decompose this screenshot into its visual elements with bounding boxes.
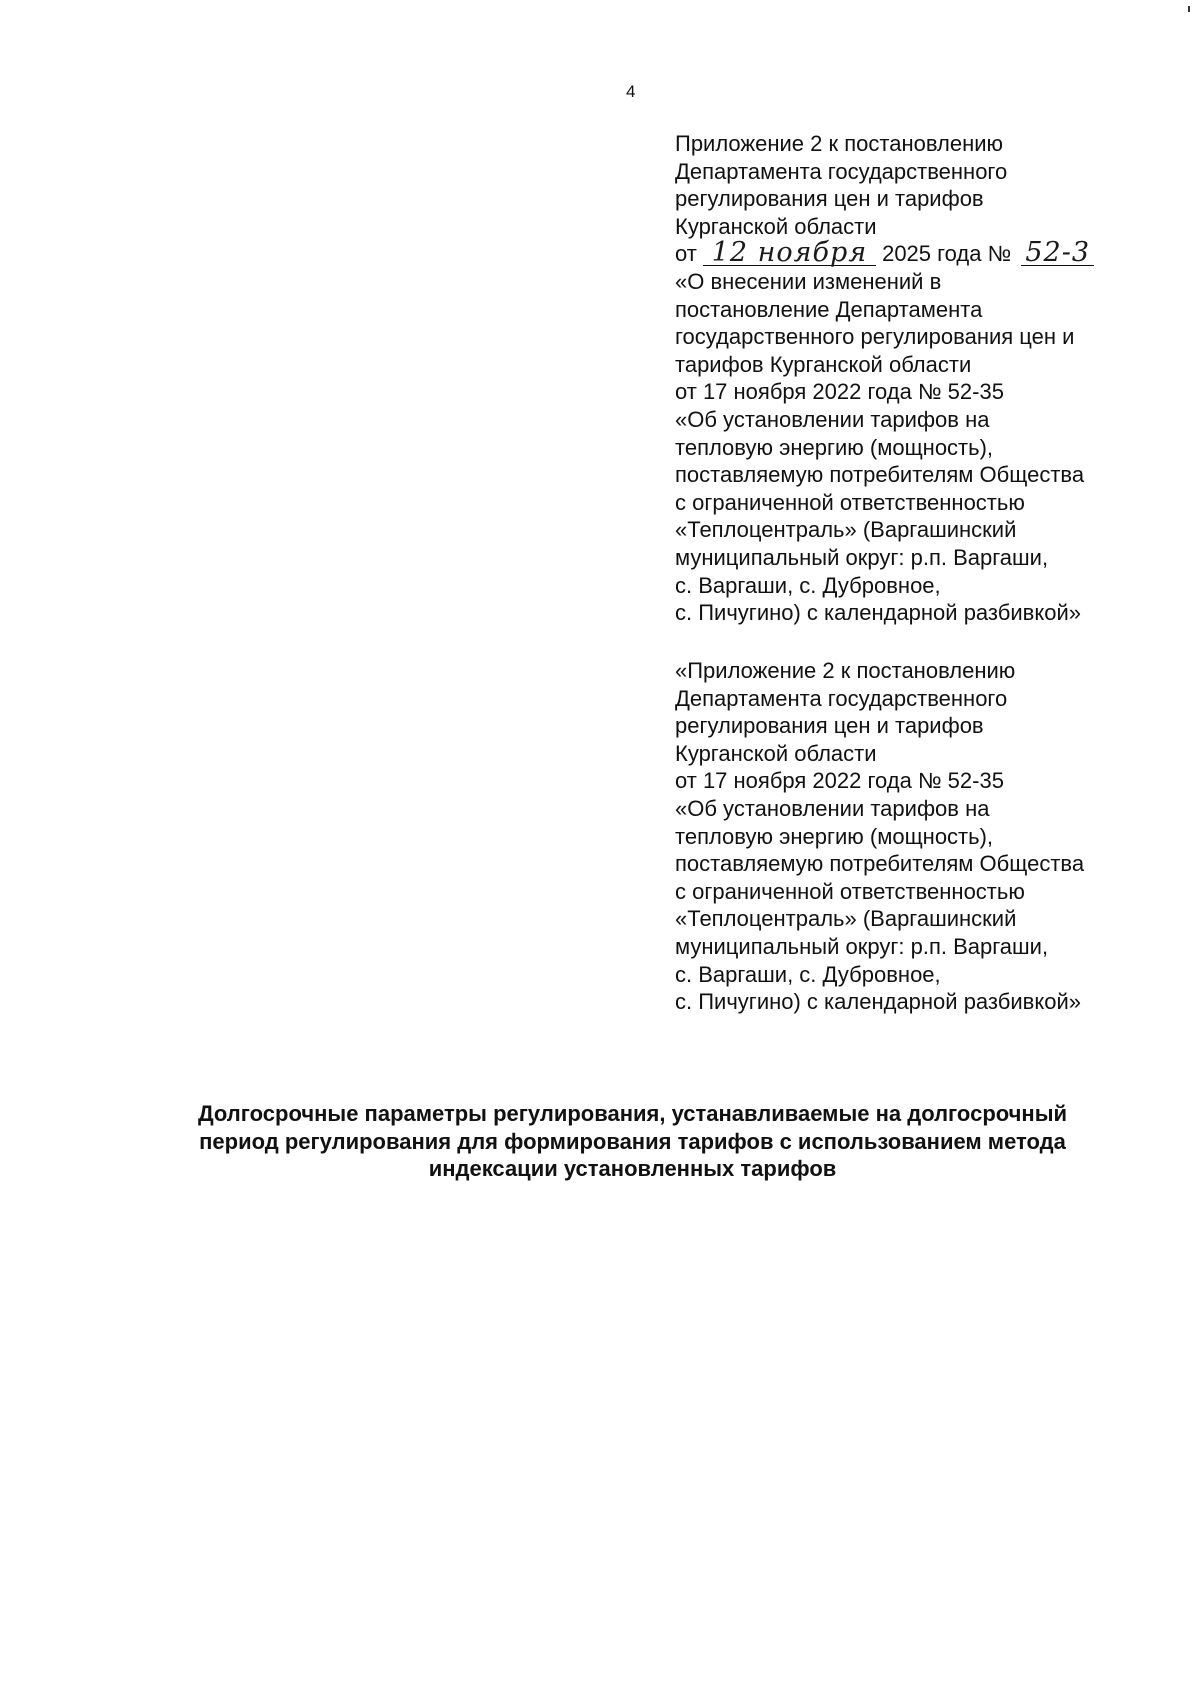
appendix-line: «Теплоцентраль» (Варгашинский — [675, 906, 1017, 932]
appendix-line: «Об установлении тарифов на — [675, 406, 990, 432]
appendix-header — [675, 130, 1175, 627]
page-number: 4 — [626, 82, 636, 101]
date-year-text: 2025 года № — [882, 241, 1012, 267]
appendix-line: тарифов Курганской области — [675, 351, 972, 377]
scan-mark — [1188, 6, 1190, 12]
appendix-line: с. Варгаши, с. Дубровное, — [675, 961, 941, 987]
appendix-line: с. Пичугино) с календарной разбивкой» — [675, 600, 1081, 626]
appendix-line: с ограниченной ответственностью — [675, 489, 1025, 515]
title-line: период регулирования для формирования тарифов с использованием метода — [199, 1128, 1066, 1154]
appendix-line: регулирования цен и тарифов — [675, 713, 984, 739]
appendix-line: «Теплоцентраль» (Варгашинский — [675, 517, 1017, 543]
appendix-line: Курганской области — [675, 213, 877, 239]
appendix-line: постановление Департамента — [675, 296, 983, 322]
appendix-line: с ограниченной ответственностью — [675, 878, 1025, 904]
appendix-line: «О внесении изменений в — [675, 268, 942, 294]
appendix-line: государственного регулирования цен и — [675, 324, 1075, 350]
title-line: Долгосрочные параметры регулирования, устанавливаемые на долгосрочный — [197, 1101, 1068, 1126]
appendix-line: «Об установлении тарифов на — [675, 795, 990, 821]
appendix-line: муниципальный округ: р.п. Варгаши, — [675, 544, 1049, 570]
appendix-line: Курганской области — [675, 740, 877, 766]
appendix-line: тепловую энергию (мощность), — [675, 434, 994, 460]
handwritten-date: 12 ноября — [703, 241, 876, 266]
appendix-line: регулирования цен и тарифов — [675, 186, 984, 212]
appendix-date-line — [675, 237, 1175, 269]
handwritten-number: 52-3 — [1021, 241, 1094, 266]
document-title — [140, 1100, 1125, 1183]
appendix-line: поставляемую потребителям Общества — [675, 851, 1085, 877]
title-line: индексации установленных тарифов — [428, 1156, 837, 1181]
appendix-line: от 17 ноября 2022 года № 52-35 — [675, 768, 1004, 794]
appendix-line: «Приложение 2 к постановлению — [675, 658, 1016, 683]
appendix-line: Департамента государственного — [675, 685, 1008, 711]
appendix-line: от 17 ноября 2022 года № 52-35 — [675, 379, 1004, 405]
appendix-line: Департамента государственного — [675, 158, 1008, 184]
appendix-line: Приложение 2 к постановлению — [675, 131, 1004, 156]
appendix-line: с. Пичугино) с календарной разбивкой» — [675, 989, 1081, 1015]
appendix-line: с. Варгаши, с. Дубровное, — [675, 572, 941, 598]
appendix-line: муниципальный округ: р.п. Варгаши, — [675, 933, 1049, 959]
appendix-quoted — [675, 657, 1175, 1016]
date-prefix: от — [675, 241, 697, 267]
appendix-line: поставляемую потребителям Общества — [675, 462, 1085, 488]
appendix-line: тепловую энергию (мощность), — [675, 823, 994, 849]
